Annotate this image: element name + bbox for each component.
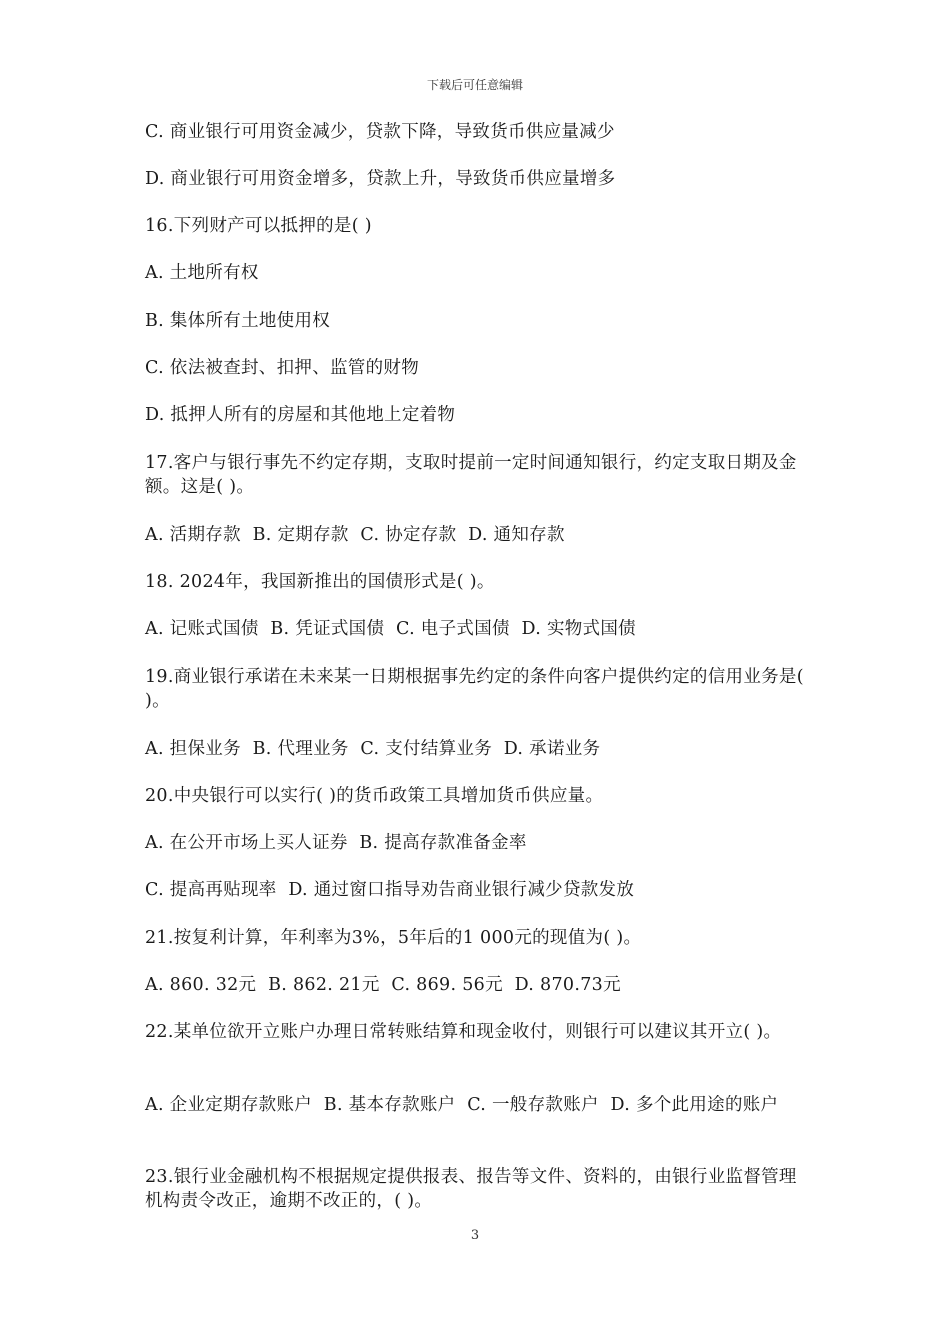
question-16: 16.下列财产可以抵押的是( ) [145, 216, 372, 236]
option-line: D. 抵押人所有的房屋和其他地上定着物 [145, 405, 456, 425]
text-line: D. 商业银行可用资金增多，贷款上升，导致货币供应量增多 [145, 169, 616, 189]
option-line: A. 记账式国债 B. 凭证式国债 C. 电子式国债 D. 实物式国债 [145, 619, 636, 639]
question-22: 22.某单位欲开立账户办理日常转账结算和现金收付，则银行可以建议其开立( )。 [145, 1022, 782, 1042]
question-20: 20.中央银行可以实行( )的货币政策工具增加货币供应量。 [145, 786, 604, 806]
question-21: 21.按复利计算，年利率为3%，5年后的1 000元的现值为( )。 [145, 928, 642, 948]
option-line: A. 在公开市场上买人证券 B. 提高存款准备金率 [145, 833, 527, 853]
option-line: C. 提高再贴现率 D. 通过窗口指导劝告商业银行减少贷款发放 [145, 880, 635, 900]
option-line: A. 860. 32元 B. 862. 21元 C. 869. 56元 D. 870.73元 [145, 975, 621, 995]
page-number: 3 [470, 1228, 480, 1243]
option-line: C. 依法被查封、扣押、监管的财物 [145, 358, 419, 378]
page-header: 下载后可任意编辑 [426, 78, 523, 92]
question-23: 23.银行业金融机构不根据规定提供报表、报告等文件、资料的，由银行业监督管理机构责令改正，逾期不改正的，( )。 [145, 1167, 797, 1211]
question-19: 19.商业银行承诺在未来某一日期根据事先约定的条件向客户提供约定的信用业务是( )。 [145, 667, 810, 711]
option-line: B. 集体所有土地使用权 [145, 311, 331, 331]
text-line: C. 商业银行可用资金减少，贷款下降，导致货币供应量减少 [145, 122, 615, 142]
option-line: A. 活期存款 B. 定期存款 C. 协定存款 D. 通知存款 [145, 525, 565, 545]
option-line: A. 担保业务 B. 代理业务 C. 支付结算业务 D. 承诺业务 [145, 739, 601, 759]
option-line: A. 企业定期存款账户 B. 基本存款账户 C. 一般存款账户 D. 多个此用途的账户 [145, 1095, 779, 1115]
question-18: 18. 2024年，我国新推出的国债形式是( )。 [145, 572, 495, 592]
option-line: A. 土地所有权 [145, 263, 259, 283]
question-17: 17.客户与银行事先不约定存期，支取时提前一定时间通知银行，约定支取日期及金额。这是( )。 [145, 453, 797, 497]
